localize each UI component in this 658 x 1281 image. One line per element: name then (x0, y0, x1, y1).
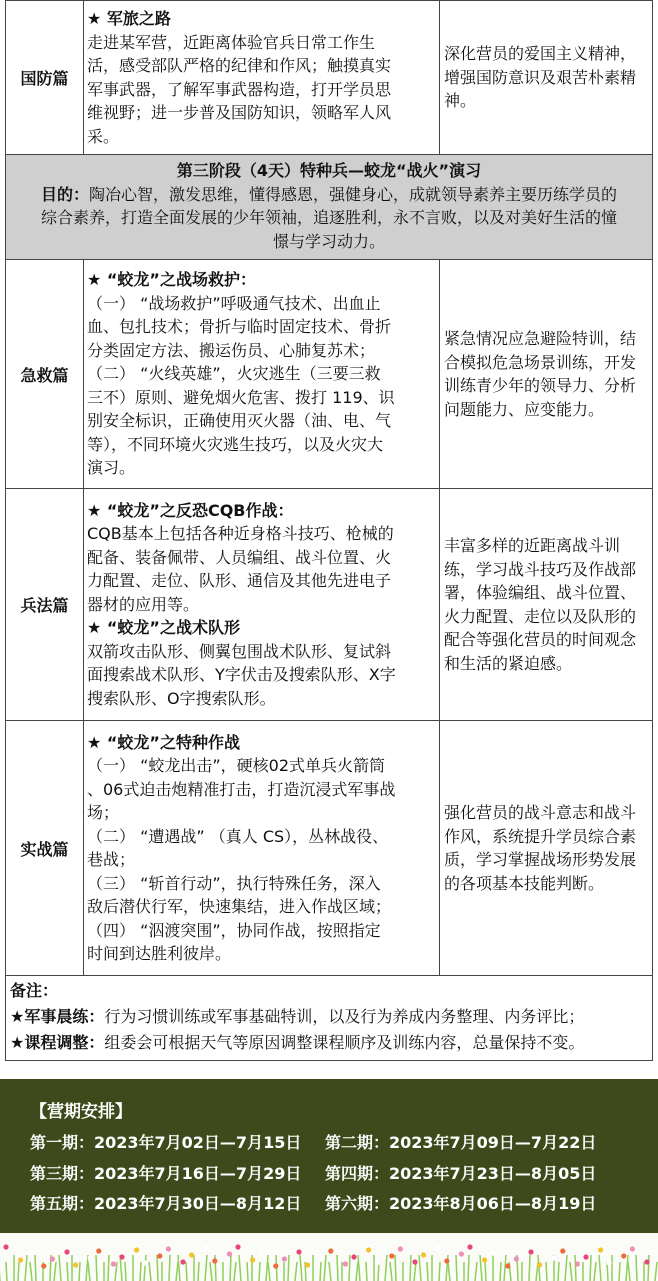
block-heading: ★ “蛟龙”之战术队形 (87, 618, 240, 638)
flower (119, 1254, 124, 1259)
content-line: 力配置、走位、队形、通信及其他先进电子 (87, 571, 392, 591)
flower (552, 1255, 557, 1260)
content-line: 配备、装备佩带、人员编组、战斗位置、火 (87, 547, 392, 567)
grass-blade (655, 1262, 657, 1281)
flower (18, 1257, 23, 1262)
grass-blade (295, 1262, 297, 1281)
grass-blade (575, 1255, 576, 1281)
grass-blade (456, 1255, 457, 1281)
grass-blade (176, 1262, 178, 1281)
flower-decoration (0, 1233, 658, 1281)
flower (50, 1256, 55, 1261)
flower (421, 1252, 426, 1257)
content-line: （一） “战场救护”呼吸通气技术、出血止 (87, 293, 381, 313)
note-text: 行为习惯训练或军事基础特训，以及行为养成内务整理、内务评比； (104, 1007, 585, 1026)
grass-blade (239, 1255, 241, 1281)
block-heading: ★ “蛟龙”之特种作战 (87, 732, 240, 752)
goal-cell (440, 1, 653, 155)
content-line: （三） “斩首行动”，执行特殊任务，深入 (87, 873, 381, 893)
purpose-text: 陶冶心智，激发思维，懂得感恩，强健身心，成就领导素养主要历练学员的 (89, 184, 618, 204)
grass-blade (395, 1255, 396, 1281)
grass-blade (67, 1262, 68, 1281)
flower (436, 1245, 441, 1250)
flower (273, 1263, 278, 1268)
goal-line: 神。 (444, 91, 477, 111)
grass-blade (356, 1262, 358, 1281)
flower (73, 1262, 78, 1267)
grass-blade (230, 1255, 231, 1281)
content-line: 场； (87, 803, 120, 822)
flower (189, 1252, 194, 1257)
flower (491, 1250, 496, 1255)
goal-cell (440, 260, 653, 489)
grass-blade (538, 1255, 540, 1281)
goal-line: 强化营员的战斗意志和战斗 (444, 803, 637, 822)
flower (514, 1256, 519, 1261)
block-heading: ★ 军旅之路 (87, 9, 171, 28)
flower (398, 1246, 403, 1251)
grass-blade (108, 1255, 109, 1281)
content-line: 时间到达胜利彼岸。 (87, 944, 232, 963)
grass-blade (448, 1262, 450, 1281)
note-key: ★军事晨练： (10, 1007, 105, 1026)
note-text: 组委会可根据天气等原因调整课程顺序及训练内容，总量保持不变。 (104, 1033, 585, 1052)
grass-blade (475, 1262, 477, 1281)
flower (180, 1259, 185, 1264)
goal-cell (440, 721, 653, 976)
grass-blade (558, 1262, 559, 1281)
grass-blade (590, 1255, 591, 1281)
flower (282, 1256, 287, 1261)
flower (621, 1253, 626, 1258)
notes-title: 备注： (10, 981, 59, 1000)
table-row (6, 489, 653, 721)
content-line: 搜索队形、O字搜索队形。 (87, 688, 276, 708)
grass-blade (594, 1262, 596, 1281)
goal-line: 和生活的紧迫感。 (444, 653, 573, 673)
grass-blade (390, 1262, 392, 1281)
grass-blade (149, 1262, 151, 1281)
flower (166, 1246, 171, 1251)
purpose-line (10, 183, 648, 207)
goal-cell (440, 489, 653, 721)
flower (328, 1248, 333, 1253)
grass-blade (648, 1255, 649, 1281)
flower (296, 1249, 301, 1254)
grass-blade (628, 1262, 630, 1281)
session-item: 第五期：2023年7月30日—8月12日 (30, 1194, 302, 1213)
content-cell (84, 260, 440, 489)
goal-line: 紧急情况应急避险特训，结 (444, 329, 637, 348)
flower (88, 1255, 93, 1260)
schedule-row (30, 1130, 596, 1153)
flower (204, 1245, 209, 1250)
flower (351, 1254, 356, 1259)
goal-line: 问题能力、应变能力。 (444, 399, 605, 419)
flower (227, 1251, 232, 1256)
flower (3, 1244, 8, 1249)
schedule-row (30, 1161, 596, 1184)
stage-header (6, 155, 653, 260)
grass-blade (414, 1262, 416, 1281)
grass-blade (6, 1262, 7, 1281)
grass-blade (259, 1262, 260, 1281)
category-cell: 兵法篇 (6, 489, 84, 721)
content-line: 巷战； (87, 850, 136, 869)
flower (64, 1249, 69, 1254)
table-row (6, 260, 653, 489)
grass-blade (247, 1262, 248, 1281)
grass-blade (504, 1255, 506, 1281)
grass-blade (178, 1255, 180, 1281)
goal-line: 作风，系统提升学员综合素 (444, 826, 637, 846)
content-line: 分类固定方法、搬运伤员、心肺复苏术； (87, 340, 376, 360)
flower (366, 1247, 371, 1252)
note-key: ★课程调整： (10, 1033, 105, 1052)
grass-blade (234, 1262, 236, 1281)
flower (575, 1261, 580, 1266)
grass-blade (349, 1255, 350, 1281)
curriculum-table (5, 0, 653, 1061)
purpose-line: 憬与学习动力。 (272, 231, 385, 251)
grass-blade (25, 1255, 27, 1281)
grass-blade (288, 1255, 289, 1281)
note-line (10, 1004, 648, 1030)
flower (259, 1250, 264, 1255)
block-heading: ★ “蛟龙”之反恐CQB作战： (87, 500, 294, 520)
notes-row (6, 976, 653, 1061)
flower (143, 1260, 148, 1265)
flower (444, 1258, 449, 1263)
flower (305, 1262, 310, 1267)
grass-blade (439, 1262, 440, 1281)
flower (467, 1244, 472, 1249)
goal-line: 配合等强化营员的时间观念 (444, 630, 637, 649)
content-line: 等），不同环境火灾逃生技巧，以及火灾大 (87, 434, 384, 454)
content-line: 、06式迫击炮精准打击，打造沉浸式军事战 (87, 779, 396, 799)
grass-blade (88, 1262, 90, 1281)
notes-cell (6, 976, 653, 1061)
category-cell: 急救篇 (6, 260, 84, 489)
goal-line: 练，学习战斗技巧及作战部 (444, 559, 637, 579)
grass-blade (500, 1262, 501, 1281)
flower (630, 1246, 635, 1251)
content-line: （四） “泅渡突围”，协同作战，按照指定 (87, 920, 381, 940)
flower (41, 1263, 46, 1268)
content-line: （二） “火线英雄”，火灾逃生（三要三救 (87, 364, 381, 384)
session-item: 第二期：2023年7月09日—7月22日 (325, 1133, 597, 1152)
grass-blade (599, 1255, 601, 1281)
flower (583, 1254, 588, 1259)
purpose-label: 目的： (40, 184, 89, 204)
grass-blade (18, 1262, 19, 1281)
grass-blade (140, 1262, 141, 1281)
content-line: （二） “遭遇战” （真人 CS），丛林战役、 (87, 826, 389, 846)
content-line: 演习。 (87, 458, 136, 478)
grass-blade (565, 1255, 567, 1281)
grass-blade (619, 1262, 620, 1281)
grass-blade (570, 1262, 572, 1281)
content-line: 军事武器，了解军事武器构造，打开学员思 (87, 79, 392, 99)
goal-line: 合模拟危急场景训练，开发 (444, 352, 637, 372)
grass-blade (79, 1262, 80, 1281)
stage-title: 第三阶段（4天）特种兵—蛟龙“战火”演习 (176, 161, 482, 180)
flower-border (0, 1233, 658, 1281)
grass-blade (529, 1255, 530, 1281)
flower (412, 1259, 417, 1264)
content-line: 器材的应用等。 (87, 594, 200, 614)
flower (235, 1244, 240, 1249)
grass-blade (419, 1255, 421, 1281)
goal-line: 的各项基本技能判断。 (444, 873, 605, 893)
block-heading: ★ “蛟龙”之战场救护： (87, 270, 256, 290)
flower (27, 1250, 32, 1255)
content-line: 敌后潜伏行军，快速集结，进入作战区域； (87, 897, 392, 916)
session-item: 第四期：2023年7月23日—8月05日 (325, 1164, 597, 1183)
grass-blade (35, 1255, 36, 1281)
session-item: 第一期：2023年7月02日—7月15日 (30, 1133, 302, 1152)
content-line: 采。 (87, 126, 120, 146)
flower (537, 1262, 542, 1267)
content-line: 别安全标识，正确使用灭火器（油、电、气 (87, 411, 392, 431)
grass-blade (186, 1262, 187, 1281)
content-line: 血、包扎技术；骨折与临时固定技术、骨折 (87, 317, 392, 337)
grass-blade (337, 1255, 338, 1281)
flower (644, 1259, 649, 1264)
flower (459, 1251, 464, 1256)
content-line: （一） “蛟龙出击”，硬核02式单兵火箭筒 (87, 756, 386, 775)
grass-blade (366, 1262, 367, 1281)
grass-blade (358, 1255, 360, 1281)
goal-line: 火力配置、走位以及队形的 (444, 606, 637, 626)
flower (96, 1248, 101, 1253)
category-cell: 国防篇 (6, 1, 84, 155)
grass-blade (300, 1255, 302, 1281)
flower (134, 1247, 139, 1252)
content-line: 三不）原则、避免烟火危害、拨打 119、识 (87, 387, 395, 407)
grass-blade (169, 1255, 170, 1281)
content-line: 面搜索战术队形、Y字伏击及搜索队形、X字 (87, 665, 396, 685)
grass-blade (30, 1262, 32, 1281)
grass-blade (86, 1255, 88, 1281)
flower (607, 1260, 612, 1265)
note-line (10, 1030, 648, 1056)
goal-line: 丰富多样的近距离战斗训 (444, 536, 621, 555)
grass-blade (468, 1255, 469, 1281)
content-line: 活，感受部队严格的纪律和作风；触摸真实 (87, 56, 392, 75)
flower (505, 1263, 510, 1268)
schedule-title: 【营期安排】 (30, 1102, 132, 1122)
grass-blade (210, 1262, 212, 1281)
grass-blade (157, 1255, 158, 1281)
grass-blade (626, 1255, 628, 1281)
session-item: 第三期：2023年7月16日—7月29日 (30, 1164, 302, 1183)
content-cell (84, 721, 440, 976)
grass-blade (636, 1255, 637, 1281)
flower (343, 1261, 348, 1266)
table-row (6, 1, 653, 155)
grass-blade (320, 1262, 321, 1281)
goal-line: 深化营员的爱国主义精神， (444, 44, 637, 64)
grass-blade (480, 1255, 482, 1281)
content-line: CQB基本上包括各种近身格斗技巧、枪械的 (87, 524, 394, 544)
flower (389, 1253, 394, 1258)
flower (560, 1248, 565, 1253)
goal-line: 增强国防意识及艰苦朴素精 (444, 67, 637, 87)
goal-line: 署，体验编组、战斗位置、 (444, 583, 637, 602)
grass-blade (54, 1262, 56, 1281)
flower (598, 1247, 603, 1252)
flower (375, 1260, 380, 1265)
grass-blade (198, 1262, 199, 1281)
grass-blade (485, 1262, 486, 1281)
grass-blade (125, 1262, 126, 1281)
session-item: 第六期：2023年8月06日—8月19日 (325, 1194, 597, 1213)
content-line: 双箭攻击队形、侧翼包围战术队形、复试斜 (87, 641, 392, 661)
grass-blade (96, 1255, 97, 1281)
flower (212, 1258, 217, 1263)
grass-blade (268, 1262, 270, 1281)
grass-blade (410, 1255, 411, 1281)
content-line: 维视野；进一步普及国防知识，领略军人风 (87, 103, 392, 122)
flower (157, 1253, 162, 1258)
category-cell: 实战篇 (6, 721, 84, 976)
grass-blade (329, 1262, 331, 1281)
grass-blade (266, 1255, 268, 1281)
flower (250, 1257, 255, 1262)
grass-blade (205, 1255, 207, 1281)
goal-line: 训练青少年的领导力、分析 (444, 376, 637, 395)
schedule-panel (0, 1079, 658, 1233)
grass-blade (385, 1255, 387, 1281)
grass-blade (546, 1262, 547, 1281)
flower (320, 1255, 325, 1260)
stage-header-row (6, 155, 653, 260)
table-row (6, 721, 653, 976)
grass-blade (144, 1255, 146, 1281)
content-cell (84, 489, 440, 721)
schedule-row (30, 1191, 596, 1214)
flower (528, 1249, 533, 1254)
purpose-line: 综合素养，打造全面发展的少年领袖，追逐胜利，永不言败，以及对美好生活的憧 (40, 208, 617, 227)
content-cell (84, 1, 440, 155)
flower (111, 1261, 116, 1266)
grass-blade (427, 1262, 428, 1281)
flower (482, 1257, 487, 1262)
grass-blade (59, 1255, 61, 1281)
goal-line: 质，学习掌握战场形势发展 (444, 850, 637, 869)
content-line: 走进某军营，近距离体验官兵日常工作生 (87, 32, 376, 52)
